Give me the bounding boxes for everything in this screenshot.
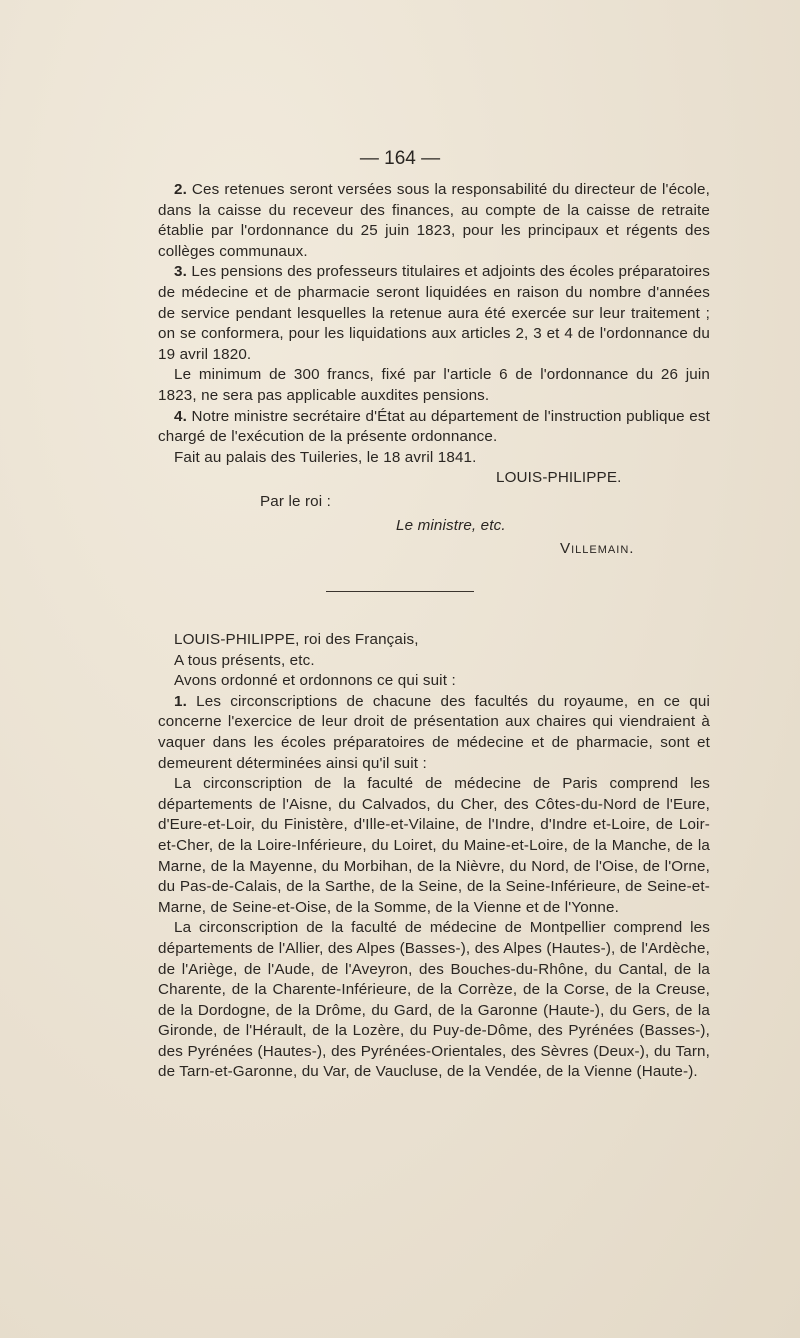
new-ordinance-section (158, 630, 710, 1083)
ordinance-heading: LOUIS-PHILIPPE, roi des Français, (174, 631, 419, 648)
article-number: 4. (174, 407, 187, 425)
par-le-roi: Par le roi : (260, 492, 332, 510)
king-signature-line (158, 468, 710, 489)
avons-ordonne: Avons ordonné et ordonnons ce qui suit : (174, 672, 456, 690)
article-1 (158, 692, 710, 774)
minister-line (158, 516, 710, 537)
minister-signature: Villemain. (560, 540, 635, 558)
section-divider (326, 591, 474, 592)
article-number: 3. (174, 263, 187, 281)
article-text: Les pensions des professeurs titulaires et adjoints des écoles préparatoires de médecine et de pharmacie seront liquidées en raison du nombre d'années de service pendant lesquelles la retenue aura été exercée sur leur traitement ; on se conformera, pour les liquidations aux articles 2, 3 et 4 de l'ordonnance du 19 avril 1820. (158, 263, 710, 363)
le-ministre: Le ministre, etc. (396, 516, 506, 534)
article-2 (158, 180, 710, 262)
villemain-line (158, 539, 710, 560)
paris-circonscription: La circonscription de la faculté de médecine de Paris comprend les départements de l'Aisne, du Calvados, du Cher, des Côtes-du-Nord de l'Eure, d'Eure-et-Loir, du Finistère, d'Ille-et-Vilaine, de l'Indre, d'Indre et-Loire, de Loir-et-Cher, de la Loire-Inférieure, du Loiret, du Maine-et-Loire, de la Manche, de la Marne, de la Mayenne, du Morbihan, de la Nièvre, du Nord, de l'Oise, de l'Orne, du Pas-de-Calais, de la Sarthe, de la Seine, de la Seine-Inférieure, de Seine-et-Marne, de Seine-et-Oise, de la Somme, de la Vienne et de l'Yonne. (158, 775, 710, 916)
minimum-paragraph: Le minimum de 300 francs, fixé par l'article 6 de l'ordonnance du 26 juin 1823, ne sera pas applicable auxdites pensions. (158, 366, 710, 404)
article-3 (158, 262, 710, 365)
article-number: 2. (174, 181, 187, 198)
article-text: Les circonscriptions de chacune des facultés du royaume, en ce qui concerne l'exercice de leur droit de présentation aux chaires qui viendraient à vaquer dans les écoles préparatoires de médecine et de pharmacie, sont et demeurent déterminées ainsi qu'il suit : (158, 692, 710, 772)
article-text: Ces retenues seront versées sous la responsabilité du directeur de l'école, dans la caisse du receveur des finances, au compte de la caisse de retraite établie par l'ordonnance du 25 juin 1823, pour les principaux et régents des collèges communaux. (158, 181, 710, 260)
king-signature: LOUIS-PHILIPPE. (496, 469, 622, 487)
article-text: Notre ministre secrétaire d'État au département de l'instruction publique est chargé de l'exécution de la présente ordonnance. (158, 407, 710, 446)
fait-au-palais: Fait au palais des Tuileries, le 18 avril 1841. (174, 448, 477, 466)
montpellier-circonscription: La circonscription de la faculté de médecine de Montpellier comprend les départements de l'Allier, des Alpes (Basses-), des Alpes (Hautes-), de l'Ardèche, de l'Ariège, de l'Aude, de l'Aveyron, des Bouches-du-Rhône, du Cantal, de la Charente, de la Charente-Inférieure, de la Corrèze, de la Corse, de la Creuse, de la Dordogne, de la Drôme, du Gard, de la Garonne (Haute-), du Gers, de la Gironde, de l'Hérault, de la Lozère, du Puy-de-Dôme, des Pyrénées (Basses-), des Pyrénées (Hautes-), des Pyrénées-Orientales, des Sèvres (Deux-), du Tarn, de Tarn-et-Garonne, du Var, de Vaucluse, de la Vendée, de la Vienne (Haute-). (158, 919, 710, 1081)
par-le-roi-line (158, 492, 710, 513)
article-number: 1. (174, 692, 187, 710)
ordinance-end-section (158, 180, 710, 560)
a-tous-presents: A tous présents, etc. (174, 651, 315, 669)
page-number: — 164 — (359, 148, 441, 169)
article-4 (158, 407, 710, 448)
